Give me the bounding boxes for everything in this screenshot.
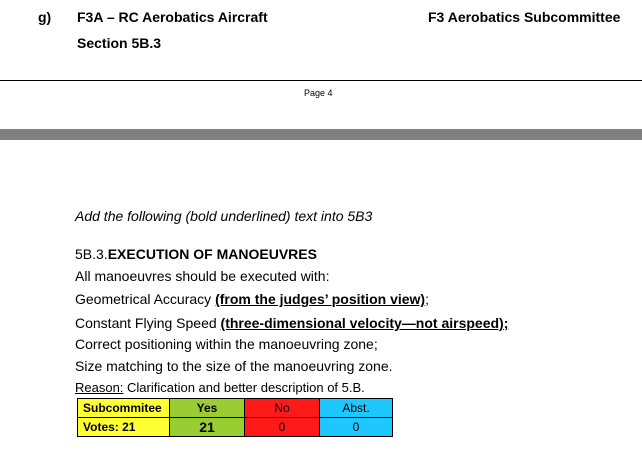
vote-header-row: [78, 399, 393, 418]
line1-text: Geometrical Accuracy: [75, 291, 216, 307]
yes-count-value: 21: [199, 419, 215, 435]
line1-added: (from the judges’ position view): [215, 291, 426, 307]
geometric-accuracy-line: [75, 291, 429, 307]
line2-text: Constant Flying Speed: [75, 315, 221, 331]
reason-line: [75, 380, 365, 395]
abstain-header: Abst.: [320, 399, 393, 418]
committee-name: F3 Aerobatics Subcommittee: [428, 9, 621, 25]
abstain-count: 0: [320, 418, 393, 437]
positioning-line: Correct positioning within the manoeuvring zone;: [75, 336, 378, 352]
document-title: F3A – RC Aerobatics Aircraft: [77, 9, 268, 25]
line1-end: ;: [425, 291, 429, 307]
constant-speed-line: [75, 315, 508, 331]
subcommittee-header: Subcommitee: [78, 399, 170, 418]
yes-header: Yes: [170, 399, 245, 418]
section-heading: [75, 246, 317, 262]
section-subtitle: Section 5B.3: [77, 35, 162, 51]
line2-added: (three-dimensional velocity—not airspeed);: [220, 315, 509, 331]
instruction-text: Add the following (bold underlined) text into 5B3: [75, 208, 373, 224]
intro-line: All manoeuvres should be executed with:: [75, 268, 330, 284]
reason-label: Reason:: [75, 380, 124, 395]
vote-value-row: [78, 418, 393, 437]
reason-text: Clarification and better description of 5.B.: [123, 380, 365, 395]
no-header: No: [245, 399, 320, 418]
yes-count: [170, 418, 245, 437]
section-title: EXECUTION OF MANOEUVRES: [107, 246, 317, 262]
votes-total: Votes: 21: [78, 418, 170, 437]
page-number: Page 4: [304, 88, 333, 98]
size-line: Size matching to the size of the manoeuvring zone.: [75, 358, 393, 374]
section-number: 5B.3.: [75, 246, 108, 262]
no-count: 0: [245, 418, 320, 437]
page-separator: [0, 129, 642, 140]
vote-table: [77, 398, 393, 437]
header-divider: [0, 80, 642, 81]
item-letter: g): [38, 9, 52, 25]
